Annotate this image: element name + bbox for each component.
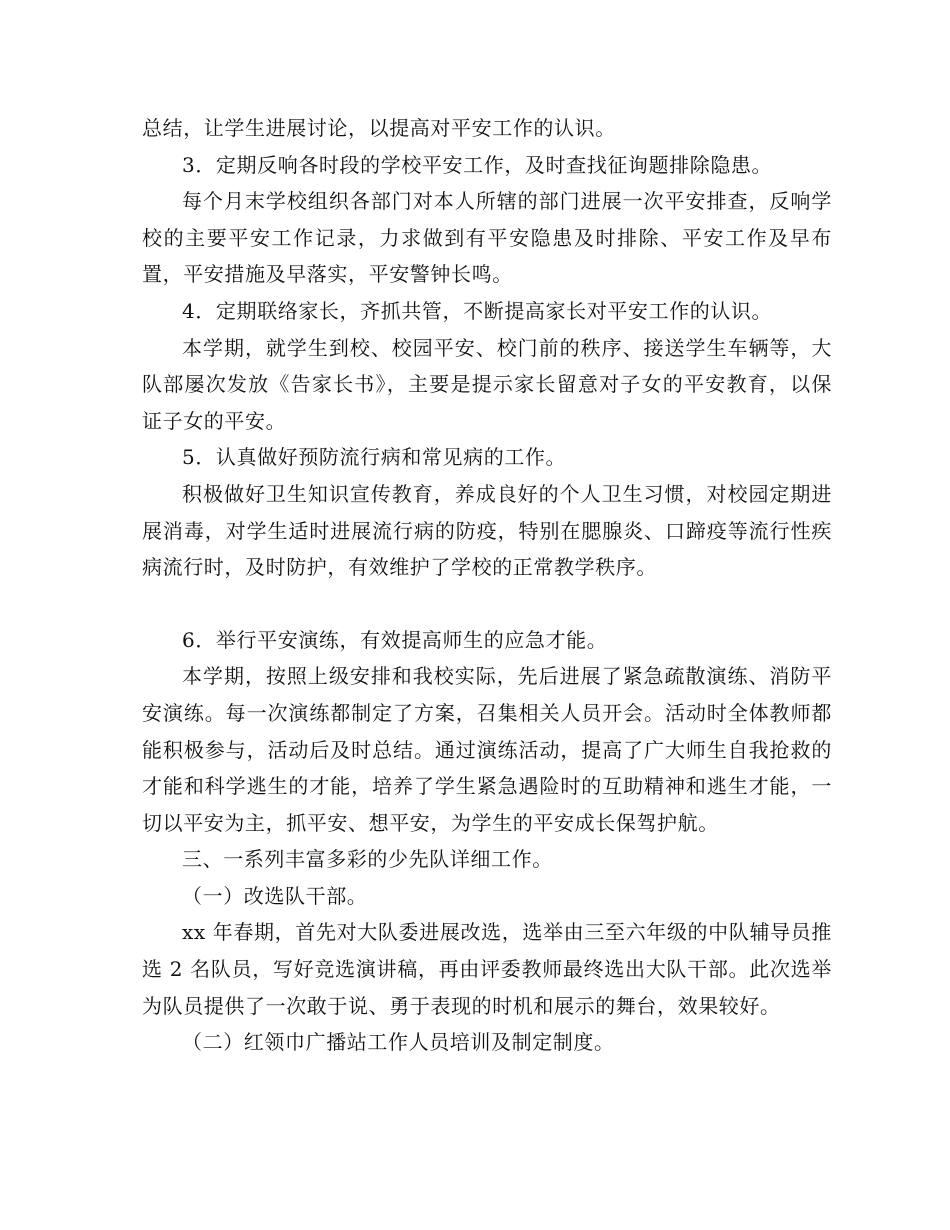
subsection-two-heading: （二）红领巾广播站工作人员培训及制定制度。 (182, 1030, 615, 1055)
paragraph-item-6-body: 本学期，按照上级安排和我校实际，先后进展了紧急疏散演练、消防平安演练。每一次演练都制定了方案，召集相关人员开会。活动时全体教师都能积极参与，活动后及时总结。通过演练活动，提高了广大师生自我抢救的才能和科学逃生的才能，培养了学生紧急遇险时的互助精神和逃生才能，一切以平安为主，抓平安、想平安，为学生的平安成长保驾护航。 (142, 664, 832, 835)
paragraph-item-5-heading: 5．认真做好预防流行病和常见病的工作。 (182, 445, 567, 470)
document-body (142, 110, 832, 1061)
paragraph-continuation: 总结，让学生进展讨论，以提高对平安工作的认识。 (142, 116, 616, 140)
subsection-one-body: xx 年春期，首先对大队委进展改选，选举由三至六年级的中队辅导员推选 2 名队员，写好竞选演讲稿，再由评委教师最终选出大队干部。此次选举为队员提供了一次敢于说、勇于表现的时机和展示的舞台，效果较好。 (142, 920, 832, 1018)
paragraph-item-4-heading: 4．定期联络家长，齐抓共管，不断提高家长对平安工作的认识。 (182, 298, 773, 323)
section-three-heading: 三、一系列丰富多彩的少先队详细工作。 (182, 847, 553, 872)
paragraph-item-3-heading: 3．定期反响各时段的学校平安工作，及时查找征询题排除隐患。 (182, 152, 773, 177)
paragraph-item-3-body: 每个月末学校组织各部门对本人所辖的部门进展一次平安排查，反响学校的主要平安工作记录，力求做到有平安隐患及时排除、平安工作及早布置，平安措施及早落实，平安警钟长鸣。 (142, 189, 832, 287)
paragraph-item-4-body: 本学期，就学生到校、校园平安、校门前的秩序、接送学生车辆等，大队部屡次发放《告家长书》，主要是提示家长留意对子女的平安教育，以保证子女的平安。 (142, 335, 832, 433)
paragraph-item-5-body: 积极做好卫生知识宣传教育，养成良好的个人卫生习惯，对校园定期进展消毒，对学生适时进展流行病的防疫，特别在腮腺炎、口蹄疫等流行性疾病流行时，及时防护，有效维护了学校的正常教学秩序。 (142, 481, 832, 580)
subsection-one-heading: （一）改选队干部。 (182, 883, 368, 908)
paragraph-item-6-heading: 6．举行平安演练，有效提高师生的应急才能。 (182, 627, 608, 652)
